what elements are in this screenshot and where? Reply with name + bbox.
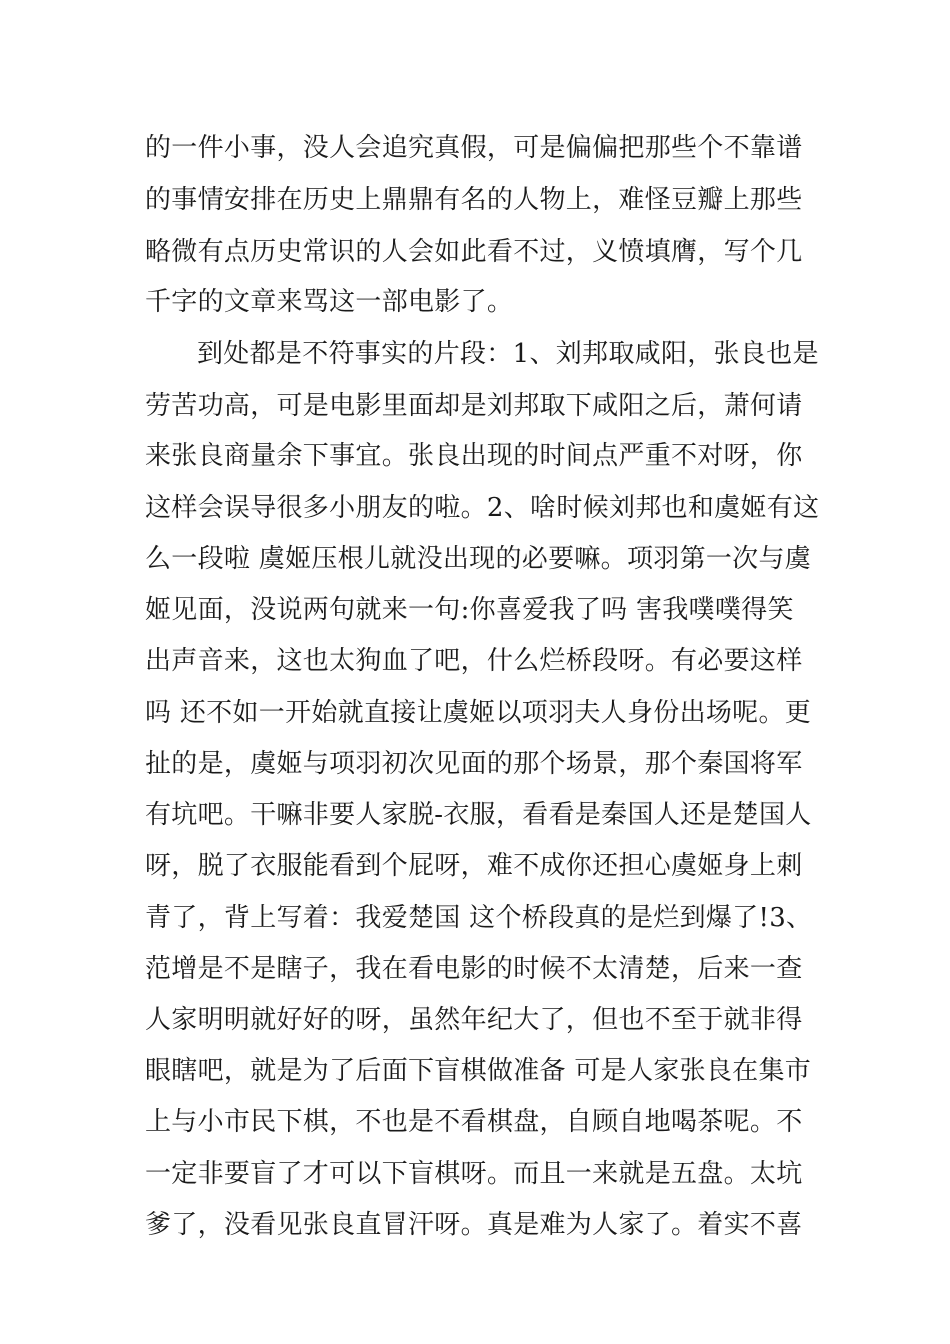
text-line: 出声音来，这也太狗血了吧，什么烂桥段呀。有必要这样 — [145, 646, 803, 676]
text-line: 这样会误导很多小朋友的啦。2、啥时候刘邦也和虞姬有这 — [145, 493, 820, 523]
text-line: 来张良商量余下事宜。张良出现的时间点严重不对呀，你 — [145, 441, 803, 471]
text-line: 人家明明就好好的呀，虽然年纪大了，但也不至于就非得 — [145, 1005, 803, 1035]
paragraph-first-line: 到处都是不符事实的片段：1、刘邦取咸阳，张良也是 — [197, 339, 819, 369]
text-line: 的事情安排在历史上鼎鼎有名的人物上，难怪豆瓣上那些 — [145, 185, 803, 215]
text-line: 有坑吧。干嘛非要人家脱-衣服，看看是秦国人还是楚国人 — [145, 800, 812, 830]
text-line: 么一段啦 虞姬压根儿就没出现的必要嘛。项羽第一次与虞 — [145, 544, 812, 574]
text-line: 呀，脱了衣服能看到个屁呀，难不成你还担心虞姬身上刺 — [145, 851, 803, 881]
text-line: 范增是不是瞎子，我在看电影的时候不太清楚，后来一查 — [145, 954, 803, 984]
text-line: 一定非要盲了才可以下盲棋呀。而且一来就是五盘。太坑 — [145, 1159, 803, 1189]
text-line: 姬见面，没说两句就来一句:你喜爱我了吗 害我噗噗得笑 — [145, 595, 794, 625]
text-line: 眼瞎吧，就是为了后面下盲棋做准备 可是人家张良在集市 — [145, 1056, 812, 1086]
text-line: 青了，背上写着：我爱楚国 这个桥段真的是烂到爆了!3、 — [145, 903, 813, 933]
text-line: 吗 还不如一开始就直接让虞姬以项羽夫人身份出场呢。更 — [145, 698, 812, 728]
text-line: 千字的文章来骂这一部电影了。 — [145, 287, 514, 317]
text-line: 略微有点历史常识的人会如此看不过，义愤填膺，写个几 — [145, 237, 803, 267]
text-line: 扯的是，虞姬与项羽初次见面的那个场景，那个秦国将军 — [145, 749, 803, 779]
text-line: 的一件小事，没人会追究真假，可是偏偏把那些个不靠谱 — [145, 133, 803, 163]
text-line: 上与小市民下棋，不也是不看棋盘，自顾自地喝茶呢。不 — [145, 1107, 803, 1137]
text-line: 爹了，没看见张良直冒汗呀。真是难为人家了。着实不喜 — [145, 1210, 803, 1240]
text-line: 劳苦功高，可是电影里面却是刘邦取下咸阳之后，萧何请 — [145, 391, 803, 421]
